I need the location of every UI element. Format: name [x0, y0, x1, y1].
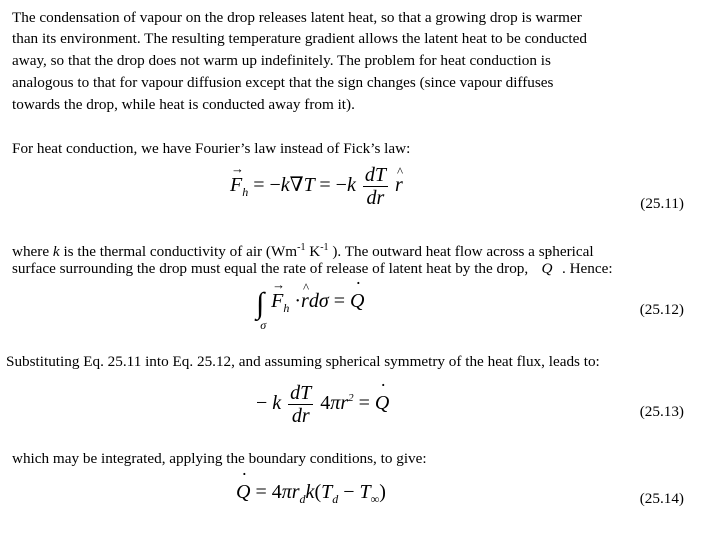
para1-line1: The condensation of vapour on the drop releases latent heat, so that a growing drop is warmer	[12, 9, 582, 26]
equation-spherical-symmetry: − k $\frac{dT}{dr}$ $4\pi r^2$ = ˙ Q	[256, 382, 389, 427]
para4-text: Substituting Eq. 25.11 into Eq. 25.12, and assuming spherical symmetry of the heat flux, leads to:	[6, 353, 600, 370]
para3-line1: where k is the thermal conductivity of air ($Wm^{-1}$ $K^{-1}$ ). The outward heat flow across a spherical	[12, 242, 594, 261]
equation-integrated-result: ˙ $Q = 4\pi r_dk(T_d - T_\infty)$	[236, 481, 386, 507]
equation-heat-flux-integral: $\int_\sigma \to F_h$ ·^ rdσ = ˙ Q	[256, 287, 364, 333]
para1-line3: away, so that the drop does not warm up indefinitely. The problem for heat conduction is	[12, 52, 551, 69]
equation-number-25-12: (25.12)	[639, 301, 684, 318]
para3-line2: surface surrounding the drop must equal the rate of release of latent heat by the drop, ˙ Q . Hence:	[12, 259, 613, 278]
equation-number-25-14: (25.14)	[639, 490, 684, 507]
para5-text: which may be integrated, applying the boundary conditions, to give:	[12, 450, 427, 467]
para1-line2: than its environment. The resulting temperature gradient allows the latent heat to be conducted	[12, 30, 587, 47]
para1-line5: towards the drop, while heat is conducted away from it).	[12, 96, 355, 113]
equation-number-25-13: (25.13)	[639, 403, 684, 420]
q-dot-symbol: ˙ Q	[532, 259, 562, 278]
equation-fourier-law: → $F_h = -k\nabla T = -k$ $\frac{dT}{dr}$ ^ r	[230, 164, 403, 209]
equation-number-25-11: (25.11)	[640, 195, 684, 212]
para1-line4: analogous to that for vapour diffusion except that the sign changes (since vapour diffuses	[12, 74, 554, 91]
para2-text: For heat conduction, we have Fourier’s law instead of Fick’s law:	[12, 140, 411, 157]
